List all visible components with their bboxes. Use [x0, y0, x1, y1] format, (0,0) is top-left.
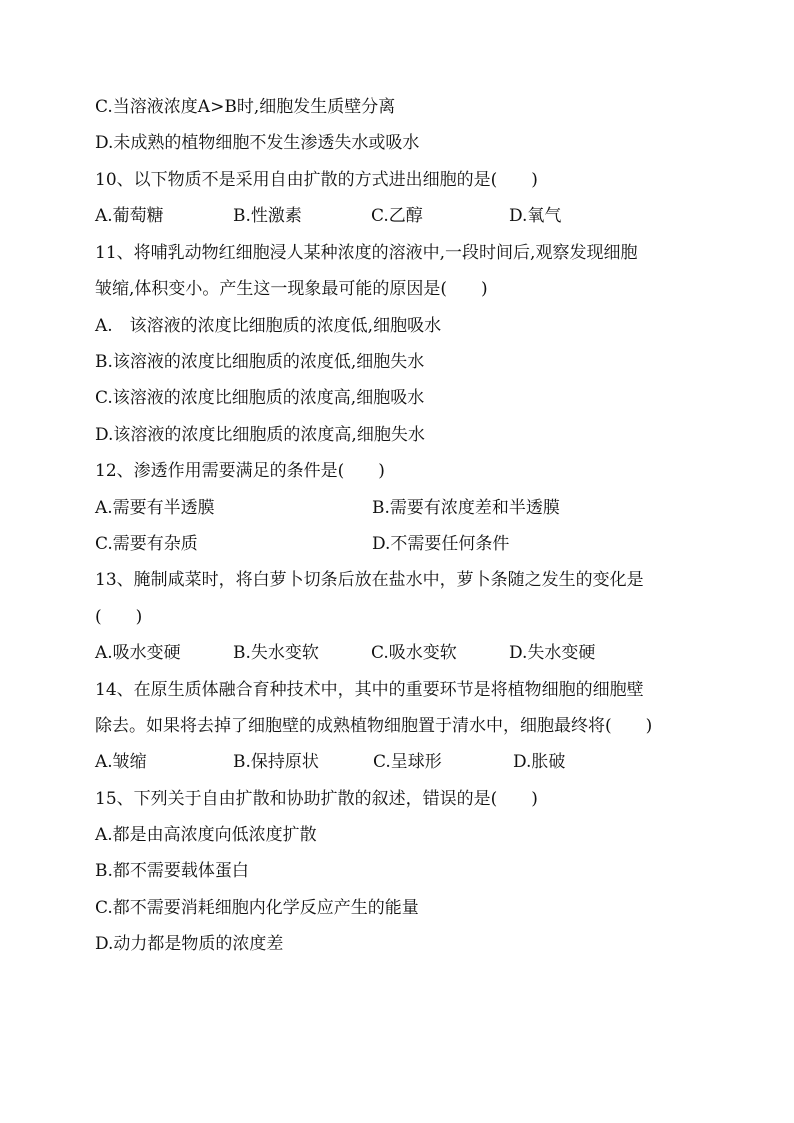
- q13-option-d: D.失水变硬: [509, 643, 596, 663]
- q13-stem-line1: 13、腌制咸菜时，将白萝卜切条后放在盐水中，萝卜条随之发生的变化是: [95, 570, 644, 590]
- q12-options-row1: [95, 490, 734, 526]
- q11-stem-line2: 皱缩,体积变小。产生这一现象最可能的原因是( ): [95, 279, 488, 299]
- q12-option-b: B.需要有浓度差和半透膜: [372, 498, 560, 518]
- q14-stem-line2: 除去。如果将去掉了细胞壁的成熟植物细胞置于清水中，细胞最终将( ): [95, 716, 653, 736]
- q13-stem-line2: ( ): [95, 607, 143, 627]
- q9-option-d: D.未成熟的植物细胞不发生渗透失水或吸水: [95, 133, 420, 153]
- q13-option-a: A.吸水变硬: [95, 643, 181, 663]
- q14-option-d: D.胀破: [513, 752, 566, 772]
- q15-option-d: D.动力都是物质的浓度差: [95, 934, 284, 954]
- q14-option-b: B.保持原状: [233, 752, 319, 772]
- q10-option-b: B.性激素: [233, 206, 302, 226]
- q15-option-b: B.都不需要载体蛋白: [95, 861, 249, 881]
- q11-stem-line1: 11、将哺乳动物红细胞浸人某种浓度的溶液中,一段时间后,观察发现细胞: [95, 243, 638, 263]
- q12-option-a: A.需要有半透膜: [95, 498, 215, 518]
- q12-option-c: C.需要有杂质: [95, 534, 198, 554]
- q13-option-b: B.失水变软: [233, 643, 319, 663]
- q13-options: [95, 635, 734, 671]
- q10-options: [95, 198, 734, 234]
- q11-option-c: C.该溶液的浓度比细胞质的浓度高,细胞吸水: [95, 388, 425, 408]
- q15-option-c: C.都不需要消耗细胞内化学反应产生的能量: [95, 898, 419, 918]
- q10-option-c: C.乙醇: [371, 206, 423, 226]
- q12-option-d: D.不需要任何条件: [372, 534, 510, 554]
- q14-option-c: C.呈球形: [373, 752, 442, 772]
- q10-stem: 10、以下物质不是采用自由扩散的方式进出细胞的是( ): [95, 170, 538, 190]
- q15-option-a: A.都是由高浓度向低浓度扩散: [95, 825, 317, 845]
- q12-options-row2: [95, 526, 734, 562]
- q14-option-a: A.皱缩: [95, 752, 147, 772]
- q15-stem: 15、下列关于自由扩散和协助扩散的叙述，错误的是( ): [95, 789, 538, 809]
- q11-option-b: B.该溶液的浓度比细胞质的浓度低,细胞失水: [95, 352, 425, 372]
- q13-option-c: C.吸水变软: [371, 643, 457, 663]
- q12-stem: 12、渗透作用需要满足的条件是( ): [95, 461, 385, 481]
- q10-option-d: D.氧气: [509, 206, 562, 226]
- q11-option-d: D.该溶液的浓度比细胞质的浓度高,细胞失水: [95, 425, 425, 445]
- q10-option-a: A.葡萄糖: [95, 206, 164, 226]
- q14-stem-line1: 14、在原生质体融合育种技术中，其中的重要环节是将植物细胞的细胞壁: [95, 680, 644, 700]
- q14-options: [95, 744, 734, 780]
- q11-option-a: A. 该溶液的浓度比细胞质的浓度低,细胞吸水: [95, 316, 442, 336]
- q9-option-c: C.当溶液浓度A>B时,细胞发生质壁分离: [95, 97, 396, 117]
